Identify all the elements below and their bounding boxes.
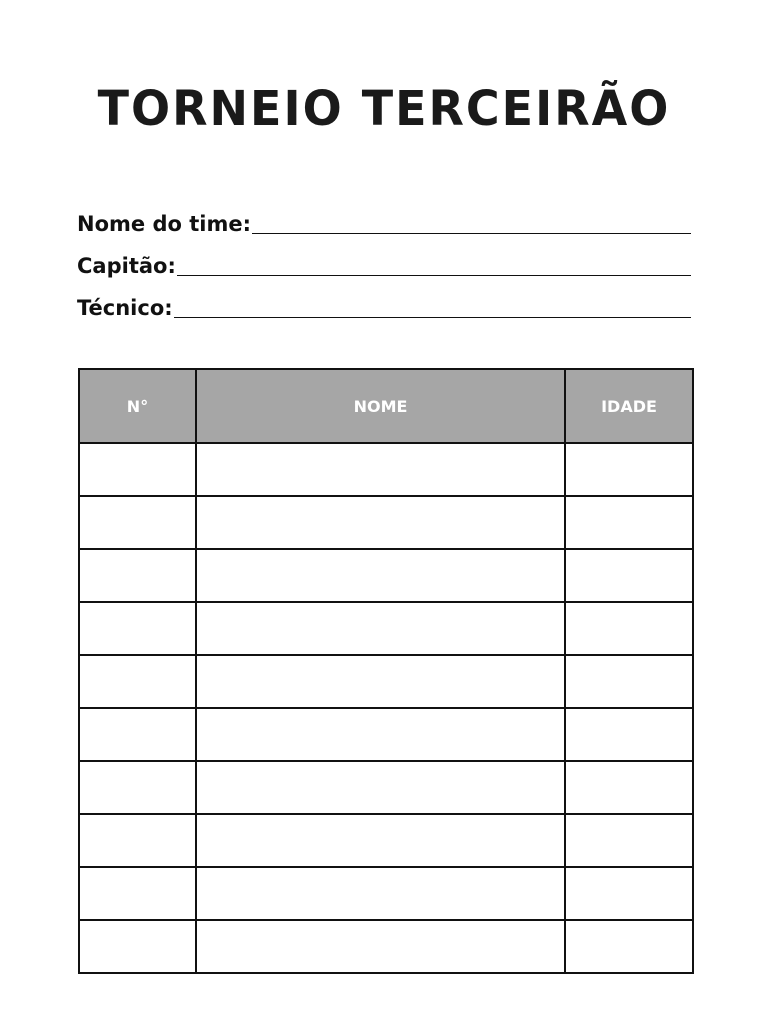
header-name: NOME <box>196 369 565 443</box>
team-name-blank-line[interactable] <box>252 233 691 234</box>
table-row <box>79 496 693 549</box>
captain-label: Capitão: <box>77 254 176 278</box>
age-cell[interactable] <box>565 708 693 761</box>
team-info-fields <box>77 196 691 322</box>
name-cell[interactable] <box>196 920 565 973</box>
header-number: N° <box>79 369 196 443</box>
name-cell[interactable] <box>196 814 565 867</box>
table-row <box>79 708 693 761</box>
table-row <box>79 655 693 708</box>
captain-blank-line[interactable] <box>177 275 691 276</box>
number-cell[interactable] <box>79 602 196 655</box>
player-roster-table <box>78 368 694 974</box>
header-age: IDADE <box>565 369 693 443</box>
roster-body <box>79 443 693 973</box>
table-row <box>79 602 693 655</box>
coach-field[interactable] <box>77 280 691 322</box>
age-cell[interactable] <box>565 496 693 549</box>
number-cell[interactable] <box>79 655 196 708</box>
name-cell[interactable] <box>196 708 565 761</box>
name-cell[interactable] <box>196 496 565 549</box>
age-cell[interactable] <box>565 814 693 867</box>
name-cell[interactable] <box>196 867 565 920</box>
coach-blank-line[interactable] <box>174 317 691 318</box>
age-cell[interactable] <box>565 655 693 708</box>
number-cell[interactable] <box>79 761 196 814</box>
team-name-label: Nome do time: <box>77 212 251 236</box>
name-cell[interactable] <box>196 443 565 496</box>
age-cell[interactable] <box>565 549 693 602</box>
age-cell[interactable] <box>565 867 693 920</box>
age-cell[interactable] <box>565 920 693 973</box>
age-cell[interactable] <box>565 602 693 655</box>
number-cell[interactable] <box>79 708 196 761</box>
number-cell[interactable] <box>79 814 196 867</box>
table-row <box>79 761 693 814</box>
number-cell[interactable] <box>79 443 196 496</box>
form-title <box>0 78 768 138</box>
table-row <box>79 867 693 920</box>
table-row <box>79 920 693 973</box>
number-cell[interactable] <box>79 496 196 549</box>
number-cell[interactable] <box>79 867 196 920</box>
table-row <box>79 549 693 602</box>
name-cell[interactable] <box>196 655 565 708</box>
table-row <box>79 814 693 867</box>
roster-header-row <box>79 369 693 443</box>
coach-label: Técnico: <box>77 296 173 320</box>
age-cell[interactable] <box>565 761 693 814</box>
number-cell[interactable] <box>79 920 196 973</box>
number-cell[interactable] <box>79 549 196 602</box>
age-cell[interactable] <box>565 443 693 496</box>
table-row <box>79 443 693 496</box>
name-cell[interactable] <box>196 602 565 655</box>
name-cell[interactable] <box>196 761 565 814</box>
team-name-field[interactable] <box>77 196 691 238</box>
form-title-text: TORNEIO TERCEIRÃO <box>97 79 671 137</box>
name-cell[interactable] <box>196 549 565 602</box>
captain-field[interactable] <box>77 238 691 280</box>
